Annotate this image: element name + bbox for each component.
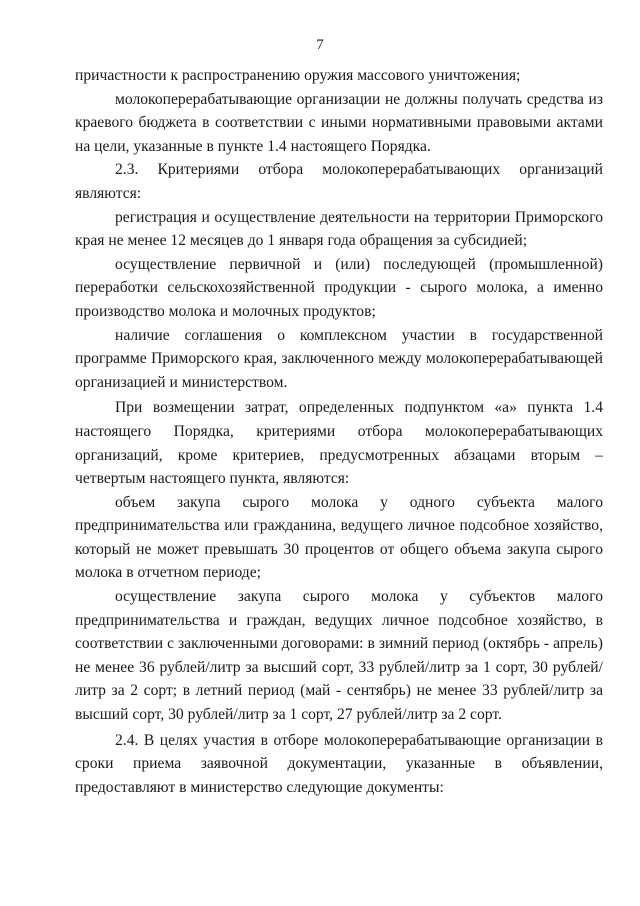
paragraph-purchase-volume: объем закупа сырого молока у одного субъекта малого предпринимательства или гражданина, ведущего личное подсобное хозяйство, который не может превышать 30 процентов от общего объема закупа сырого молока в отчетном периоде; [75,493,603,582]
paragraph-purchase-prices: осуществление закупа сырого молока у субъектов малого предпринимательства и граждан, ведущих личное подсобное хозяйство, в соответствии с заключенными договорами: в зимний период (октябрь - апрель) не менее 36 рублей/литр за высший сорт, 33 рублей/литр за 1 сорт, 30 рублей/литр за 2 сорт; в летний период (май - сентябрь) не менее 33 рублей/литр за высший сорт, 30 рублей/литр за 1 сорт, 27 рублей/литр за 2 сорт. [75,588,603,724]
paragraph-section-2-4: 2.4. В целях участия в отборе молокоперерабатывающие организации в сроки приема заявочной документации, указанные в объявлении, предоставляют в министерство следующие документы: [75,731,603,796]
paragraph-agreement-criterion: наличие соглашения о комплексном участии в государственной программе Приморского края, заключенного между молокоперерабатывающей организацией и министерством. [75,326,603,391]
paragraph-additional-criteria: При возмещении затрат, определенных подпунктом «а» пункта 1.4 настоящего Порядка, критериями отбора молокоперерабатывающих организаций, кроме критериев, предусмотренных абзацами вторым – четвертым настоящего пункта, являются: [75,399,603,488]
paragraph-criteria-heading: 2.3. Критериями отбора молокоперерабатывающих организаций являются: [75,161,603,202]
paragraph-processing-criterion: осуществление первичной и (или) последующей (промышленной) переработки сельскохозяйственной продукции - сырого молока, а именно производство молока и молочных продуктов; [75,255,603,320]
paragraph-weapons-continuation: причастности к распространению оружия массового уничтожения; [75,67,521,84]
page-number: 7 [316,37,324,53]
paragraph-budget-restriction: молокоперерабатывающие организации не должны получать средства из краевого бюджета в соответствии с иными нормативными правовыми актами на цели, указанные в пункте 1.4 настоящего Порядка. [75,90,603,155]
paragraph-registration-criterion: регистрация и осуществление деятельности на территории Приморского края не менее 12 месяцев до 1 января года обращения за субсидией; [75,208,603,250]
document-body [75,64,603,799]
